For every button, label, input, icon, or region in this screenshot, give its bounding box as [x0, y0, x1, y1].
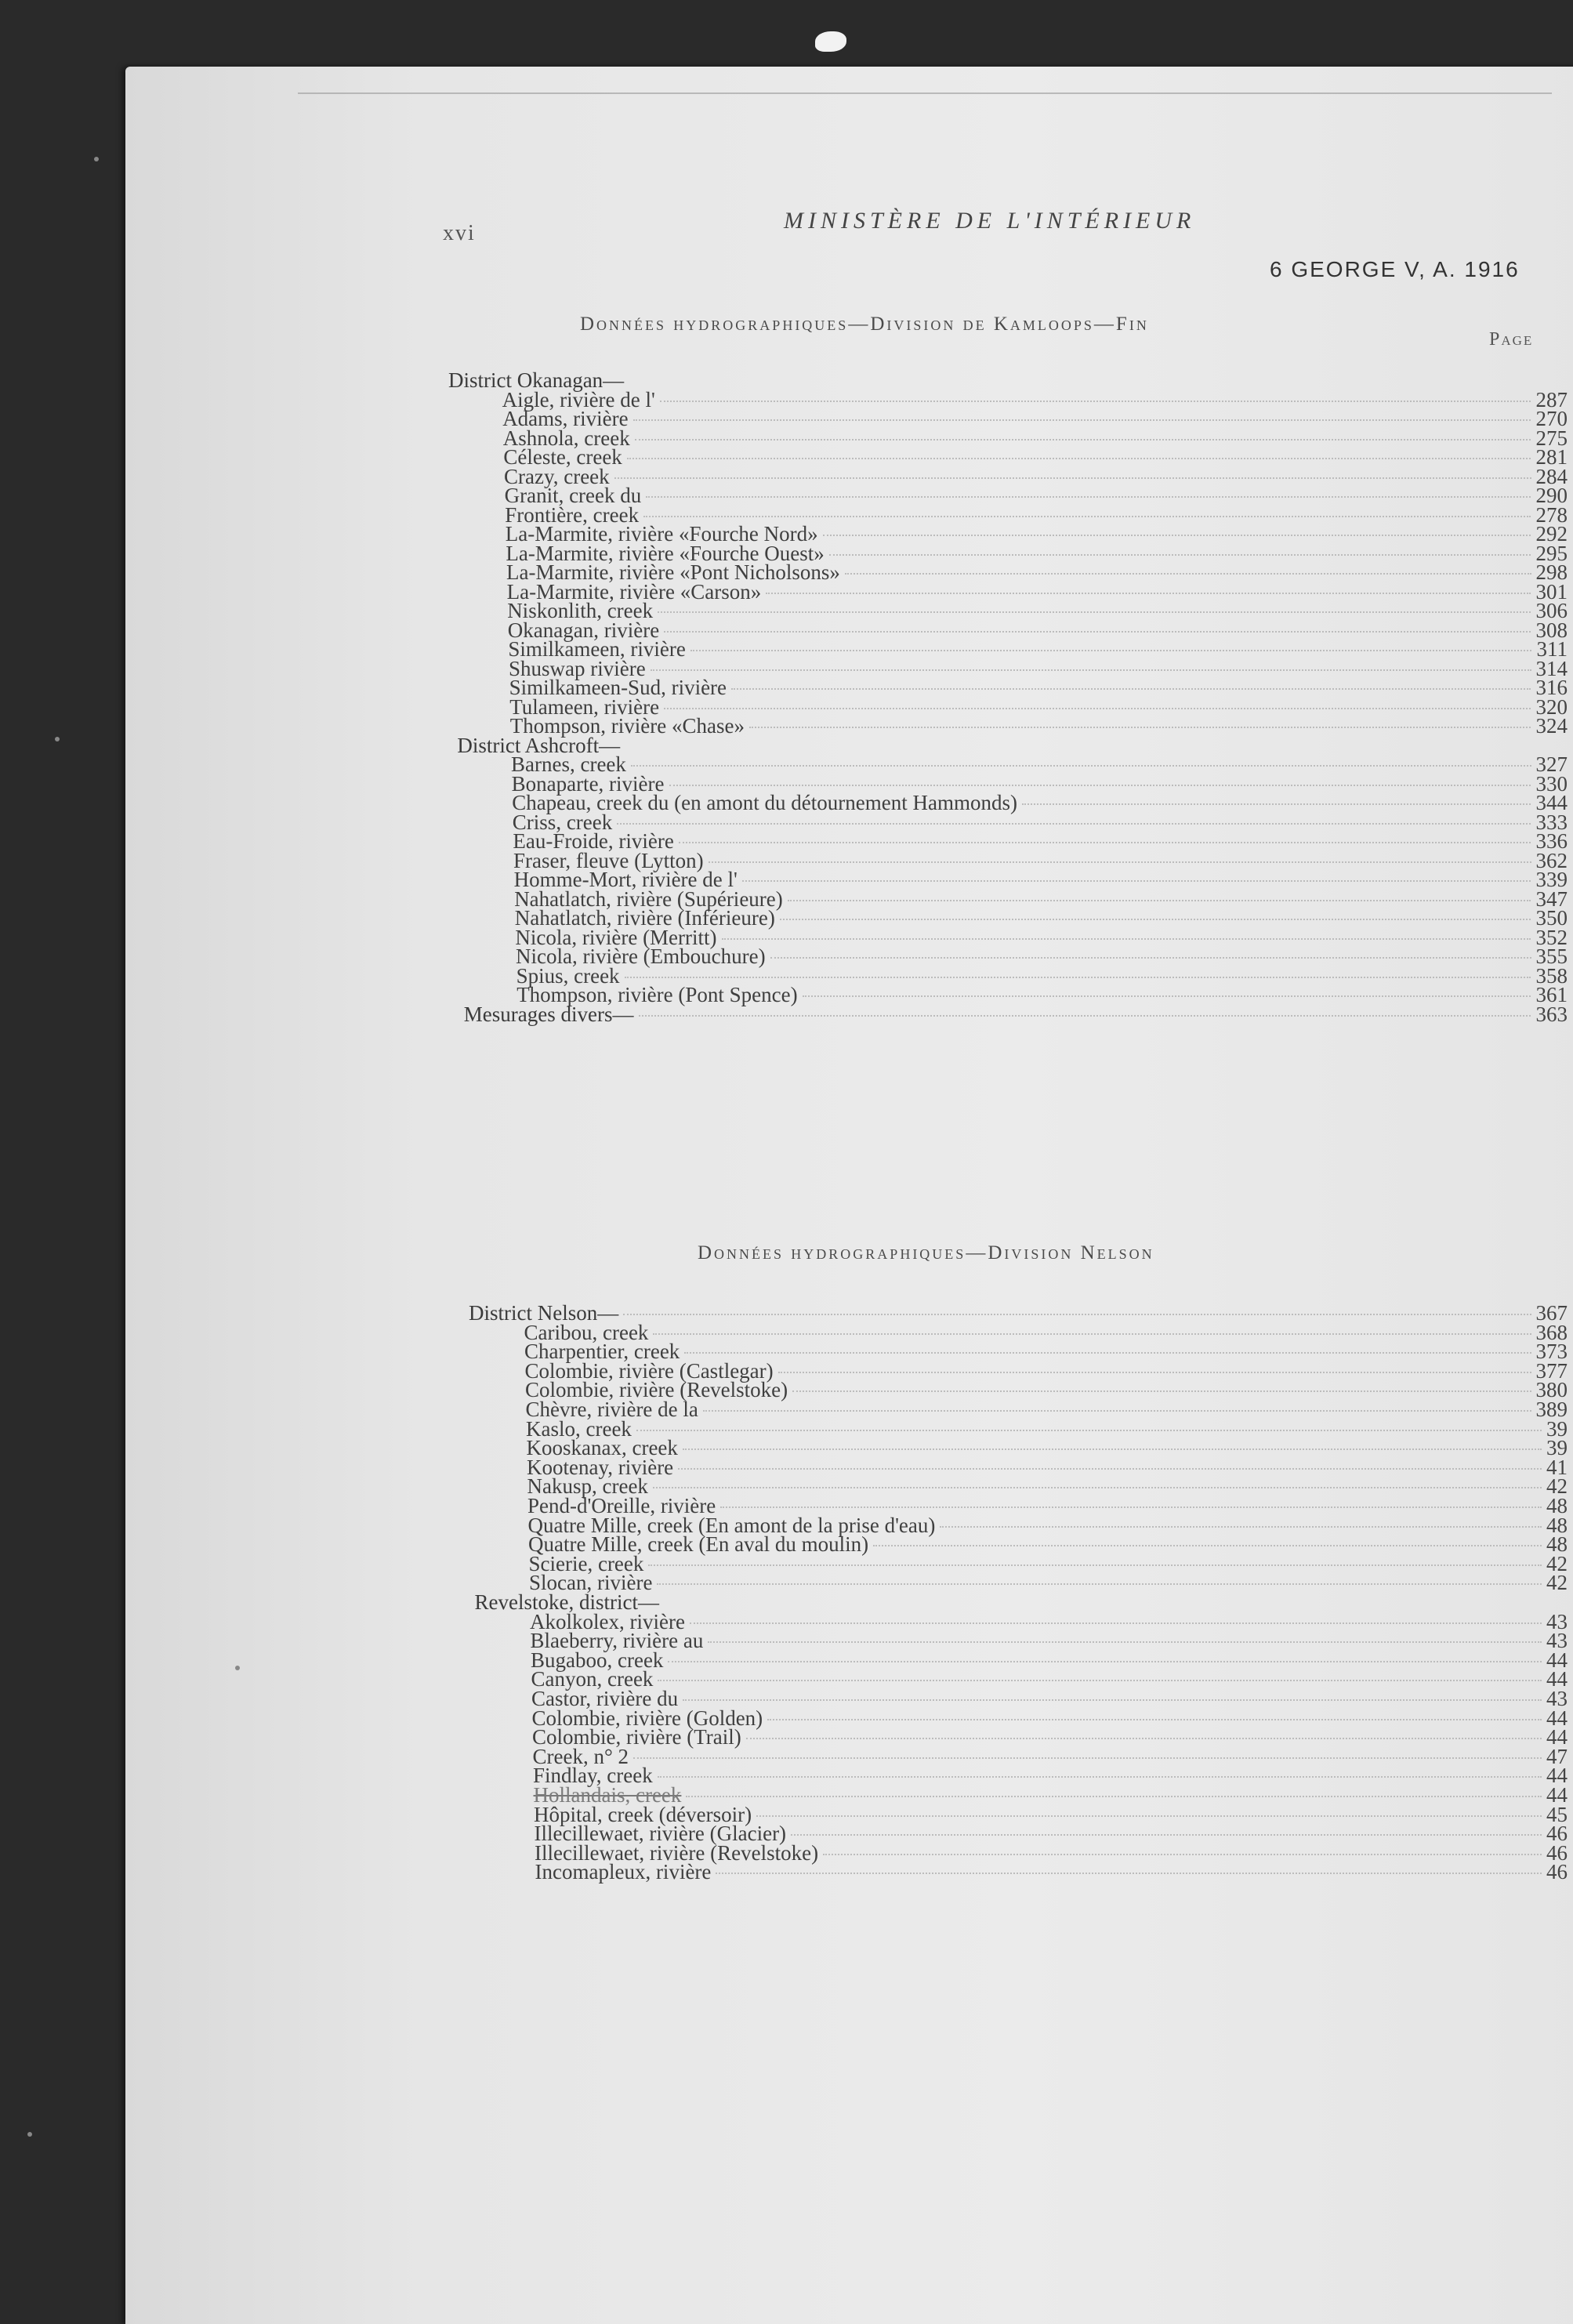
entry-label: Caribou, creek	[524, 1320, 649, 1344]
entry-label: Frontière, creek	[505, 502, 640, 527]
entry-page-number: 377	[1535, 1358, 1568, 1383]
entry-page-number: 46	[1546, 1822, 1568, 1846]
entry-page-number: 368	[1535, 1320, 1568, 1344]
dot-leader	[690, 1622, 1542, 1624]
entry-page-number: 306	[1535, 599, 1568, 622]
dot-leader	[690, 650, 1532, 651]
entry-page-number: 295	[1535, 541, 1568, 565]
entry-label: Bonaparte, rivière	[511, 771, 665, 796]
entry-page-number: 43	[1546, 1609, 1568, 1633]
dot-leader	[658, 1680, 1542, 1681]
entry-page-number: 352	[1535, 925, 1568, 949]
entry-page-number: 44	[1546, 1648, 1568, 1672]
session-label: 6 GEORGE V, A. 1916	[1270, 257, 1520, 281]
entry-label: Charpentier, creek	[524, 1340, 680, 1364]
entry-page-number: 48	[1546, 1513, 1568, 1537]
entry-page-number: 347	[1535, 886, 1568, 911]
entry-label: Akolkolex, rivière	[530, 1609, 685, 1633]
dot-leader	[766, 593, 1531, 594]
entry-page-number: 339	[1535, 868, 1568, 891]
entry-page-number: 39	[1546, 1416, 1568, 1441]
entry-label: District Nelson—	[469, 1301, 619, 1325]
entry-page-number: 333	[1535, 810, 1568, 834]
entry-label: Criss, creek	[512, 810, 613, 834]
dot-leader	[940, 1526, 1542, 1528]
entry-label: Niskonlith, creek	[507, 599, 654, 622]
entry-label: Quatre Mille, creek (En amont de la prise d'eau)	[527, 1513, 936, 1537]
dust-speck	[55, 737, 60, 741]
entry-page-number: 287	[1535, 387, 1568, 412]
dot-leader	[633, 1757, 1542, 1759]
dot-leader	[767, 1719, 1542, 1720]
dot-leader	[873, 1545, 1542, 1546]
dot-leader	[749, 727, 1531, 728]
paper-blot	[815, 31, 846, 52]
dot-leader	[657, 1583, 1542, 1585]
dot-leader	[643, 516, 1531, 517]
entry-label: Incomapleux, rivière	[535, 1860, 712, 1884]
dot-leader	[639, 1015, 1531, 1017]
dot-leader	[664, 631, 1531, 633]
entry-page-number: 350	[1535, 906, 1568, 930]
entry-label: La-Marmite, rivière «Fourche Nord»	[505, 522, 818, 546]
entry-label: Shuswap rivière	[509, 656, 646, 680]
entry-page-number: 43	[1546, 1629, 1568, 1653]
entry-page-number: 275	[1535, 426, 1568, 450]
entry-label: Illecillewaet, rivière (Glacier)	[534, 1822, 787, 1846]
entry-page-number: 311	[1536, 637, 1568, 661]
entry-page-number: 292	[1535, 522, 1568, 546]
entry-page-number: 45	[1546, 1802, 1568, 1826]
entry-label: Slocan, rivière	[529, 1571, 653, 1595]
dot-leader	[664, 708, 1531, 709]
dot-leader	[658, 1776, 1542, 1778]
entry-label: La-Marmite, rivière «Fourche Ouest»	[506, 541, 825, 565]
dot-leader	[683, 1448, 1542, 1450]
entry-page-number: 44	[1546, 1764, 1568, 1788]
entry-page-number: 298	[1535, 560, 1568, 584]
entry-label: Similkameen, rivière	[508, 637, 686, 661]
entry-label: La-Marmite, rivière «Carson»	[506, 579, 762, 604]
dot-leader	[684, 1352, 1531, 1354]
entry-page-number: 284	[1535, 464, 1568, 488]
entry-label: Colombie, rivière (Golden)	[531, 1706, 763, 1730]
entry-page-number: 320	[1535, 694, 1568, 719]
dot-leader	[703, 1410, 1531, 1412]
dot-leader	[803, 995, 1531, 997]
entry-page-number: 316	[1535, 676, 1568, 699]
dot-leader	[636, 1430, 1542, 1431]
entry-label: Nakusp, creek	[527, 1474, 648, 1499]
entry-label: Mesurages divers—	[463, 1002, 634, 1026]
entry-label: District Okanagan—	[448, 368, 625, 392]
entry-label: Kaslo, creek	[526, 1416, 632, 1441]
dot-leader	[709, 861, 1531, 863]
entry-page-number: 47	[1546, 1744, 1568, 1768]
entry-page-number: 327	[1535, 752, 1568, 776]
entry-label: Illecillewaet, rivière (Revelstoke)	[535, 1840, 819, 1865]
dot-leader	[660, 401, 1531, 402]
entry-page-number: 314	[1535, 656, 1568, 680]
entry-label: Nicola, rivière (Merritt)	[515, 925, 717, 949]
dot-leader	[678, 1468, 1542, 1470]
entry-page-number: 43	[1546, 1687, 1568, 1710]
entry-page-number: 48	[1546, 1532, 1568, 1557]
entry-page-number: 46	[1546, 1840, 1568, 1865]
entry-page-number: 389	[1535, 1398, 1568, 1421]
dot-leader	[633, 419, 1531, 421]
dot-leader	[648, 1564, 1542, 1566]
district-heading	[464, 1002, 1568, 1026]
entry-page-number: 344	[1535, 791, 1568, 814]
entry-label: Kootenay, rivière	[527, 1455, 674, 1479]
entry-page-number: 380	[1535, 1378, 1568, 1402]
entry-label: Revelstoke, district—	[474, 1590, 659, 1614]
entry-label: Céleste, creek	[503, 445, 622, 469]
entry-label: Eau-Froide, rivière	[513, 829, 674, 853]
entry-page-number: 308	[1535, 618, 1568, 642]
entry-label: Fraser, fleuve (Lytton)	[513, 848, 704, 872]
page-column-header: Page	[1489, 329, 1534, 350]
entry-label: Findlay, creek	[533, 1764, 653, 1788]
dot-leader	[651, 669, 1531, 671]
entry-page-number: 363	[1535, 1002, 1568, 1026]
entry-label: Granit, creek du	[504, 484, 642, 507]
entry-page-number: 324	[1535, 714, 1568, 738]
entry-label: Adams, rivière	[502, 407, 629, 430]
dot-leader	[668, 1661, 1542, 1662]
section-title-kamloops: Données hydrographiques—Division de Kamloops—Fin	[580, 314, 1149, 335]
entry-label: Creek, n° 2	[532, 1744, 629, 1768]
entry-label: Kooskanax, creek	[526, 1436, 678, 1460]
entry-page-number: 278	[1535, 502, 1568, 527]
dot-leader	[686, 1796, 1542, 1797]
dot-leader	[653, 1333, 1531, 1335]
entry-label: Spius, creek	[516, 963, 620, 988]
entry-page-number: 336	[1535, 829, 1568, 853]
entry-page-number: 358	[1535, 963, 1568, 988]
dust-speck	[27, 2132, 32, 2137]
page-number: xvi	[443, 221, 476, 245]
entry-label: Castor, rivière du	[531, 1687, 679, 1710]
dot-leader	[823, 535, 1531, 536]
dot-leader	[722, 938, 1531, 940]
entry-page-number: 44	[1546, 1667, 1568, 1691]
dot-leader	[625, 977, 1531, 978]
entry-label: Crazy, creek	[504, 464, 610, 488]
entry-page-number: 48	[1546, 1494, 1568, 1517]
dot-leader	[617, 823, 1531, 825]
entry-label: Pend-d'Oreille, rivière	[527, 1494, 716, 1517]
dot-leader	[1022, 803, 1531, 805]
entry-label: Thompson, rivière (Pont Spence)	[516, 983, 798, 1006]
dot-leader	[708, 1641, 1542, 1643]
dot-leader	[631, 765, 1531, 767]
entry-label: Hôpital, creek (déversoir)	[534, 1802, 752, 1826]
entry-page-number: 42	[1546, 1551, 1568, 1575]
entry-page-number: 44	[1546, 1725, 1568, 1749]
dot-leader	[731, 688, 1531, 690]
entry-label: Thompson, rivière «Chase»	[509, 714, 745, 738]
dot-leader	[720, 1506, 1542, 1508]
entry-page-number: 41	[1546, 1455, 1568, 1479]
entry-page-number: 330	[1535, 771, 1568, 796]
dot-leader	[614, 477, 1531, 479]
dot-leader	[792, 1390, 1531, 1392]
entry-label: Colombie, rivière (Revelstoke)	[525, 1378, 788, 1402]
entry-label: Blaeberry, rivière au	[530, 1629, 704, 1653]
dot-leader	[829, 554, 1531, 556]
entry-label: Nahatlatch, rivière (Inférieure)	[514, 906, 775, 930]
entry-page-number: 44	[1546, 1706, 1568, 1730]
entry-page-number: 270	[1535, 407, 1568, 430]
dust-speck	[94, 157, 99, 161]
page-edge-line	[298, 92, 1552, 94]
entry-label: Nicola, rivière (Embouchure)	[516, 944, 766, 968]
running-title: MINISTÈRE DE L'INTÉRIEUR	[784, 208, 1196, 234]
dot-leader	[742, 880, 1531, 882]
entry-label: District Ashcroft—	[457, 733, 621, 757]
dot-leader	[770, 957, 1531, 959]
entry-label: Colombie, rivière (Trail)	[532, 1725, 741, 1749]
dust-speck	[235, 1666, 240, 1670]
dot-leader	[646, 496, 1531, 498]
dot-leader	[627, 458, 1531, 459]
entry-label: Aigle, rivière de l'	[502, 387, 655, 412]
entry-page-number: 39	[1546, 1436, 1568, 1460]
entry-label: Tulameen, rivière	[509, 694, 660, 719]
dot-leader	[653, 1487, 1542, 1488]
entry-page-number: 281	[1535, 445, 1568, 469]
dot-leader	[746, 1738, 1542, 1739]
entry-page-number: 44	[1546, 1783, 1568, 1807]
dot-leader	[669, 785, 1531, 786]
entry-page-number: 46	[1546, 1860, 1568, 1884]
entry-label: Chèvre, rivière de la	[525, 1398, 698, 1421]
index-entry	[535, 1860, 1568, 1883]
entry-label: Barnes, creek	[511, 752, 626, 776]
entry-label: Quatre Mille, creek (En aval du moulin)	[528, 1532, 869, 1557]
entry-label: Scierie, creek	[528, 1551, 644, 1575]
section-title-nelson: Données hydrographiques—Division Nelson	[698, 1242, 1154, 1264]
entry-page-number: 42	[1546, 1571, 1568, 1595]
dot-leader	[716, 1873, 1542, 1874]
dot-leader	[679, 842, 1531, 843]
entry-page-number: 362	[1535, 848, 1568, 872]
dot-leader	[683, 1699, 1542, 1701]
entry-label: Bugaboo, creek	[531, 1648, 664, 1672]
entry-page-number: 361	[1535, 983, 1568, 1006]
entry-page-number: 301	[1535, 579, 1568, 604]
entry-label: Similkameen-Sud, rivière	[509, 676, 727, 699]
entry-label: Ashnola, creek	[502, 426, 630, 450]
dot-leader	[658, 611, 1531, 613]
entry-page-number: 355	[1535, 944, 1568, 968]
dot-leader	[780, 919, 1531, 920]
dot-leader	[635, 439, 1531, 441]
entry-label: Colombie, rivière (Castlegar)	[524, 1358, 774, 1383]
entry-label: La-Marmite, rivière «Pont Nicholsons»	[506, 560, 840, 584]
entry-page-number: 367	[1535, 1301, 1568, 1325]
entry-page-number: 42	[1546, 1474, 1568, 1499]
dot-leader	[756, 1815, 1542, 1817]
entry-page-number: 290	[1535, 484, 1568, 507]
dot-leader	[791, 1834, 1542, 1836]
dot-leader	[788, 900, 1531, 901]
dot-leader	[845, 573, 1531, 575]
entry-label: Nahatlatch, rivière (Supérieure)	[514, 886, 783, 911]
entry-label: Homme-Mort, rivière de l'	[513, 868, 738, 891]
entry-page-number: 373	[1535, 1340, 1568, 1364]
entry-label: Chapeau, creek du (en amont du détournement Hammonds)	[512, 791, 1017, 814]
dot-leader	[623, 1314, 1531, 1315]
entry-label: Hollandais, creek	[533, 1783, 682, 1807]
dot-leader	[823, 1854, 1542, 1855]
entry-label: Okanagan, rivière	[507, 618, 660, 642]
dot-leader	[778, 1372, 1531, 1373]
entry-label: Canyon, creek	[531, 1667, 654, 1691]
